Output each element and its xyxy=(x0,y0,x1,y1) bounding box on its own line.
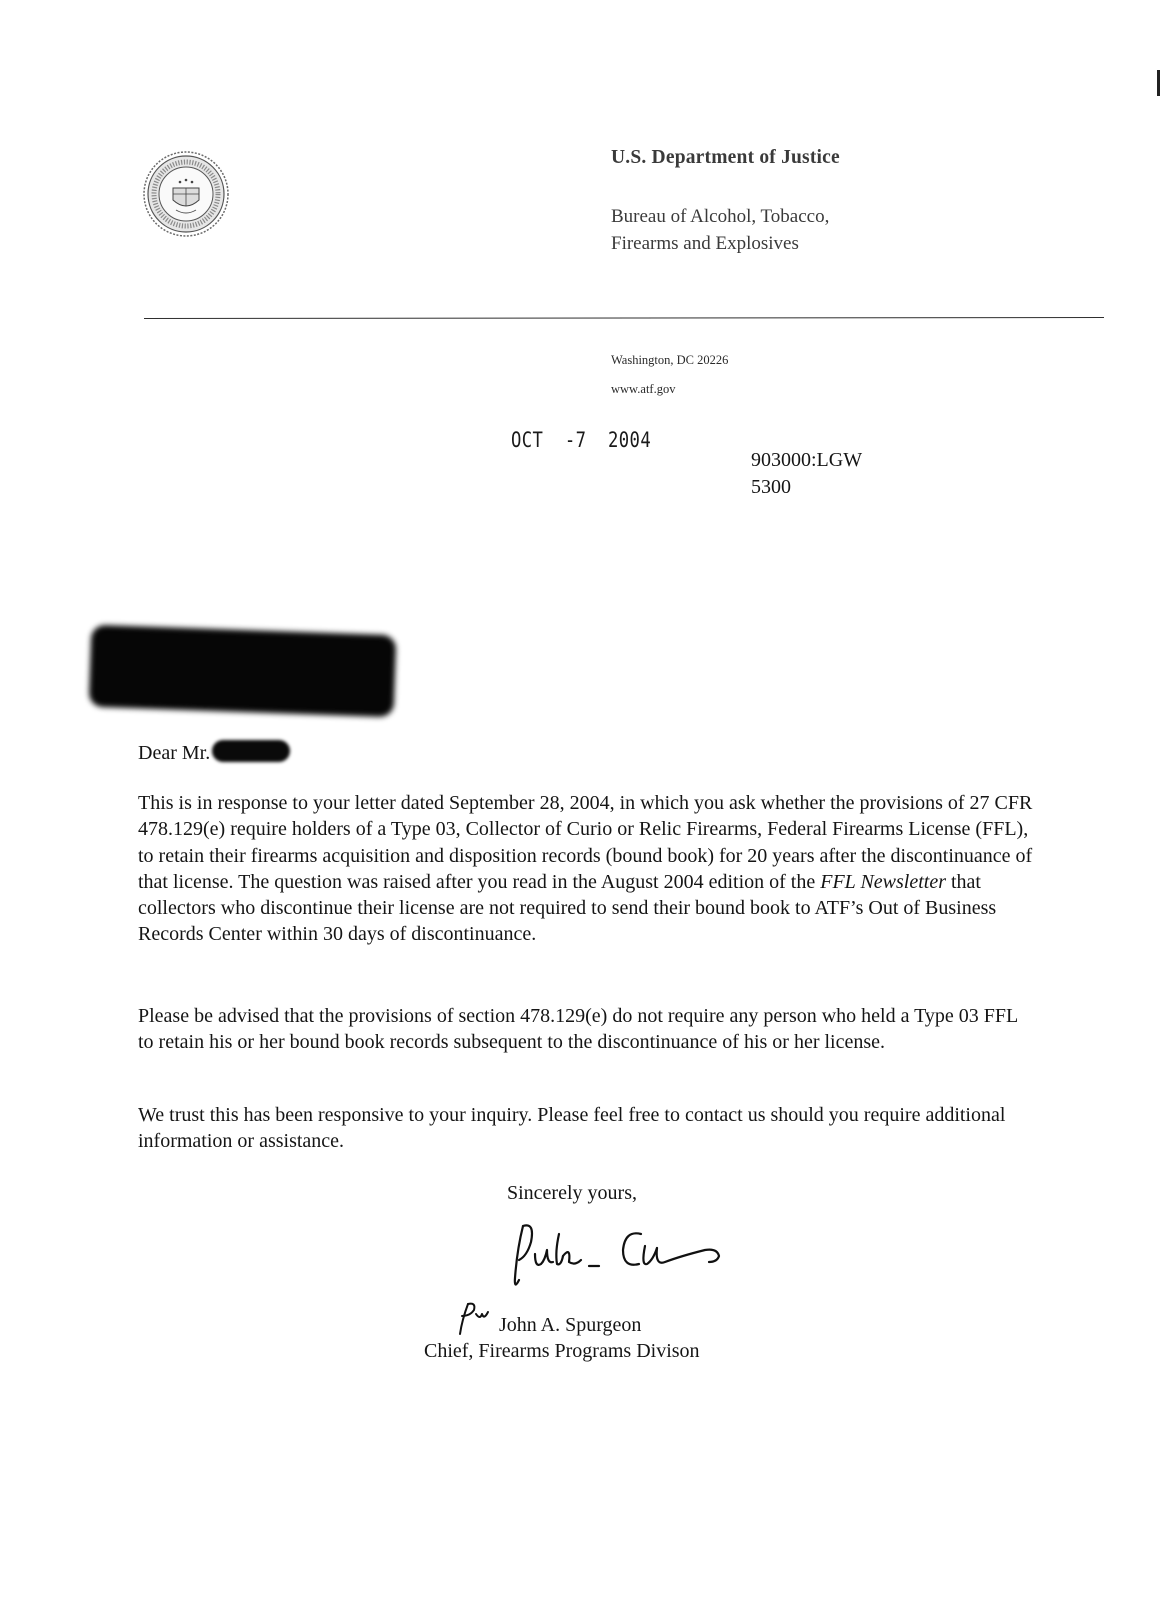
para1-text-b: that collectors who discontinue their license are not required to send their bound book to ATF’s Out of Business Records Center within 30 days of discontinuance. xyxy=(138,870,997,946)
department-name: U.S. Department of Justice xyxy=(611,147,840,168)
salutation xyxy=(138,740,290,765)
scan-edge-mark xyxy=(1157,70,1160,96)
closing: Sincerely yours, xyxy=(507,1182,637,1204)
bureau-line-1: Bureau of Alcohol, Tobacco, xyxy=(611,206,830,227)
atf-seal-icon xyxy=(142,150,230,238)
bureau-line-2: Firearms and Explosives xyxy=(611,233,799,254)
website-link[interactable]: www.atf.gov xyxy=(611,382,676,396)
body-paragraph-3: We trust this has been responsive to your inquiry. Please feel free to contact us should you require additional information or assistance. xyxy=(138,1104,1006,1153)
name-redaction xyxy=(212,740,290,762)
reference-number: 5300 xyxy=(751,476,791,498)
reference-code: 903000:LGW xyxy=(751,449,863,471)
letterhead-divider xyxy=(144,317,1104,319)
para1-text-a: This is in response to your letter dated September 28, 2004, in which you ask whether the provisions of 27 CFR 478.129(e) require holders of a Type 03, Collector of Curio or Relic Firearms, Federal Firearms License (FFL), to retain their firearms acquisition and disposition records (bound book) for 20 years after the discontinuance of that license. The question was raised after you read in the August 2004 edition of the xyxy=(138,792,1033,893)
salutation-text: Dear Mr. xyxy=(138,742,211,764)
signer-name: John A. Spurgeon xyxy=(499,1314,642,1336)
bureau-name xyxy=(611,203,829,257)
newsletter-title: FFL Newsletter xyxy=(820,870,946,893)
body-paragraph-1 xyxy=(138,790,1038,948)
office-address: Washington, DC 20226 xyxy=(611,353,729,367)
handwritten-signature xyxy=(505,1220,745,1300)
signer-title: Chief, Firearms Programs Divison xyxy=(424,1340,700,1362)
body-paragraph-2: Please be advised that the provisions of section 478.129(e) do not require any person who held a Type 03 FFL to retain his or her bound book records subsequent to the discontinuance of his or her license. xyxy=(138,1005,1018,1054)
date-stamp: OCT -7 2004 xyxy=(511,428,652,452)
proxy-initials xyxy=(454,1300,494,1338)
recipient-redaction xyxy=(89,625,397,718)
